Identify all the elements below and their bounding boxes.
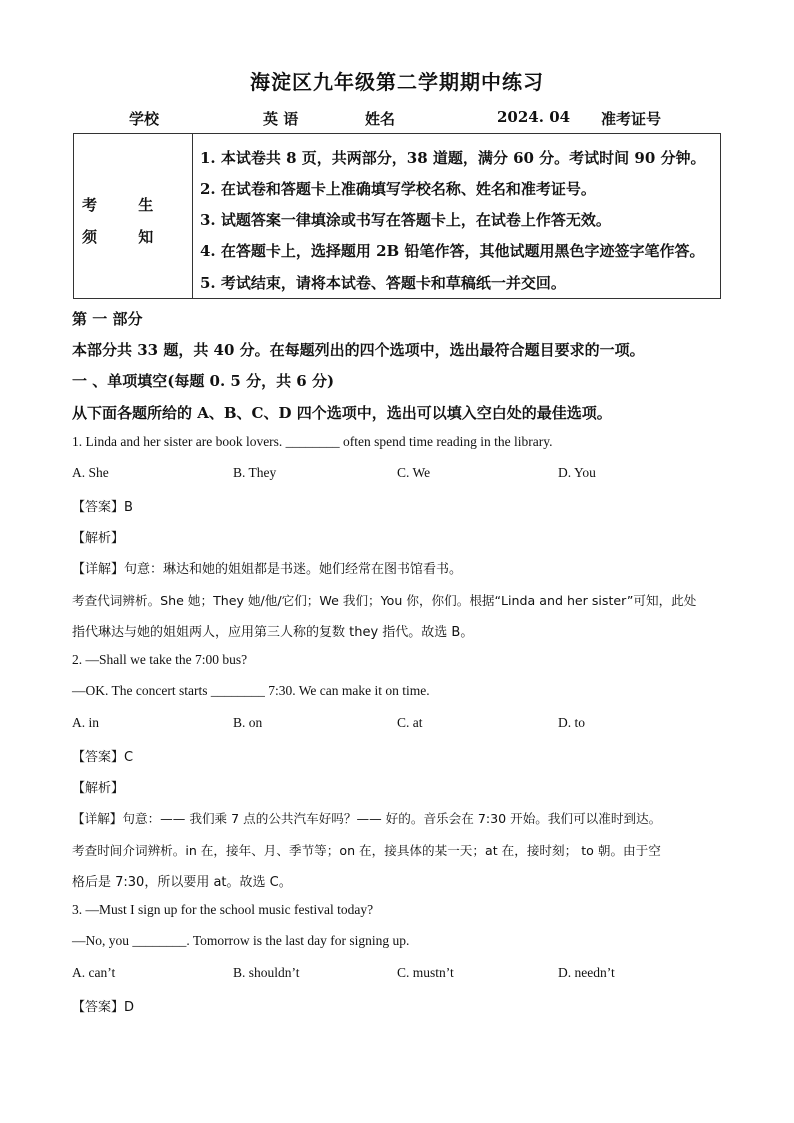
page-title: 海淀区九年级第二学期期中练习 bbox=[250, 70, 544, 94]
school-label: 学校 bbox=[129, 110, 160, 128]
part-intro: 本部分共 33 题，共 40 分。在每题列出的四个选项中，选出最符合题目要求的一项。 bbox=[72, 341, 645, 359]
q1-option-d: D. You bbox=[558, 465, 596, 480]
q3-option-a: A. can’t bbox=[72, 965, 116, 980]
q2-option-b: B. on bbox=[233, 715, 263, 730]
notice-rule-4: 4. 在答题卡上，选择题用 2B 铅笔作答，其他试题用黑色字迹签字笔作答。 bbox=[200, 242, 705, 260]
question-2-stem-2: —OK. The concert starts ________ 7:30. We can make it on time. bbox=[72, 683, 430, 698]
section-instruction: 从下面各题所给的 A、B、C、D 四个选项中，选出可以填入空白处的最佳选项。 bbox=[72, 404, 612, 422]
q2-option-c: C. at bbox=[397, 715, 423, 730]
section-heading: 一 、单项填空(每题 0. 5 分，共 6 分) bbox=[72, 372, 335, 390]
exam-id-label: 准考证号 bbox=[601, 110, 662, 128]
q1-option-a: A. She bbox=[72, 465, 109, 480]
q1-option-c: C. We bbox=[397, 465, 431, 480]
q1-detail-1: 【详解】句意：琳达和她的姐姐都是书迷。她们经常在图书馆看书。 bbox=[72, 562, 463, 577]
q2-detail-3: 格后是 7:30，所以要用 at。故选 C。 bbox=[72, 875, 292, 890]
question-3-stem-2: —No, you ________. Tomorrow is the last day for signing up. bbox=[72, 933, 410, 948]
q1-analysis: 【解析】 bbox=[72, 531, 125, 546]
notice-label: 考 生 须 知 bbox=[82, 196, 172, 246]
q2-detail-1: 【详解】句意：—— 我们乘 7 点的公共汽车好吗？—— 好的。音乐会在 7:30 开始。我们可以准时到达。 bbox=[72, 811, 662, 826]
q2-analysis: 【解析】 bbox=[72, 781, 125, 796]
q1-detail-3: 指代琳达与她的姐姐两人，应用第三人称的复数 they 指代。故选 B。 bbox=[72, 625, 474, 640]
q2-option-a: A. in bbox=[72, 715, 99, 730]
q2-detail-2: 考查时间介词辨析。in 在，接年、月、季节等；on 在，接具体的某一天；at 在，接时刻； to 朝。由于空 bbox=[72, 843, 661, 858]
table-divider bbox=[192, 134, 193, 298]
part-heading: 第 一 部分 bbox=[72, 310, 143, 328]
q2-option-d: D. to bbox=[558, 715, 585, 730]
q3-option-d: D. needn’t bbox=[558, 965, 615, 980]
q1-answer: 【答案】B bbox=[72, 500, 133, 515]
question-2-stem-1: 2. —Shall we take the 7:00 bus? bbox=[72, 652, 248, 667]
date-label: 2024. 04 bbox=[497, 108, 571, 126]
subject-label: 英 语 bbox=[263, 110, 299, 128]
q2-answer: 【答案】C bbox=[72, 750, 134, 765]
notice-rule-2: 2. 在试卷和答题卡上准确填写学校名称、姓名和准考证号。 bbox=[200, 180, 596, 198]
q1-detail-2: 考查代词辨析。She 她；They 她/他/它们；We 我们；You 你，你们。根据“Linda and her sister”可知，此处 bbox=[72, 593, 697, 608]
q3-option-c: C. mustn’t bbox=[397, 965, 454, 980]
notice-rule-3: 3. 试题答案一律填涂或书写在答题卡上，在试卷上作答无效。 bbox=[200, 211, 611, 229]
notice-rule-5: 5. 考试结束，请将本试卷、答题卡和草稿纸一并交回。 bbox=[200, 274, 566, 292]
name-label: 姓名 bbox=[365, 110, 396, 128]
question-3-stem-1: 3. —Must I sign up for the school music festival today? bbox=[72, 902, 374, 917]
question-1-stem: 1. Linda and her sister are book lovers. ________ often spend time reading in the library. bbox=[72, 434, 553, 449]
q3-option-b: B. shouldn’t bbox=[233, 965, 300, 980]
q1-option-b: B. They bbox=[233, 465, 277, 480]
q3-answer: 【答案】D bbox=[72, 1000, 135, 1015]
notice-rule-1: 1. 本试卷共 8 页，共两部分，38 道题，满分 60 分。考试时间 90 分钟。 bbox=[200, 149, 706, 167]
instructions-table bbox=[73, 133, 721, 299]
